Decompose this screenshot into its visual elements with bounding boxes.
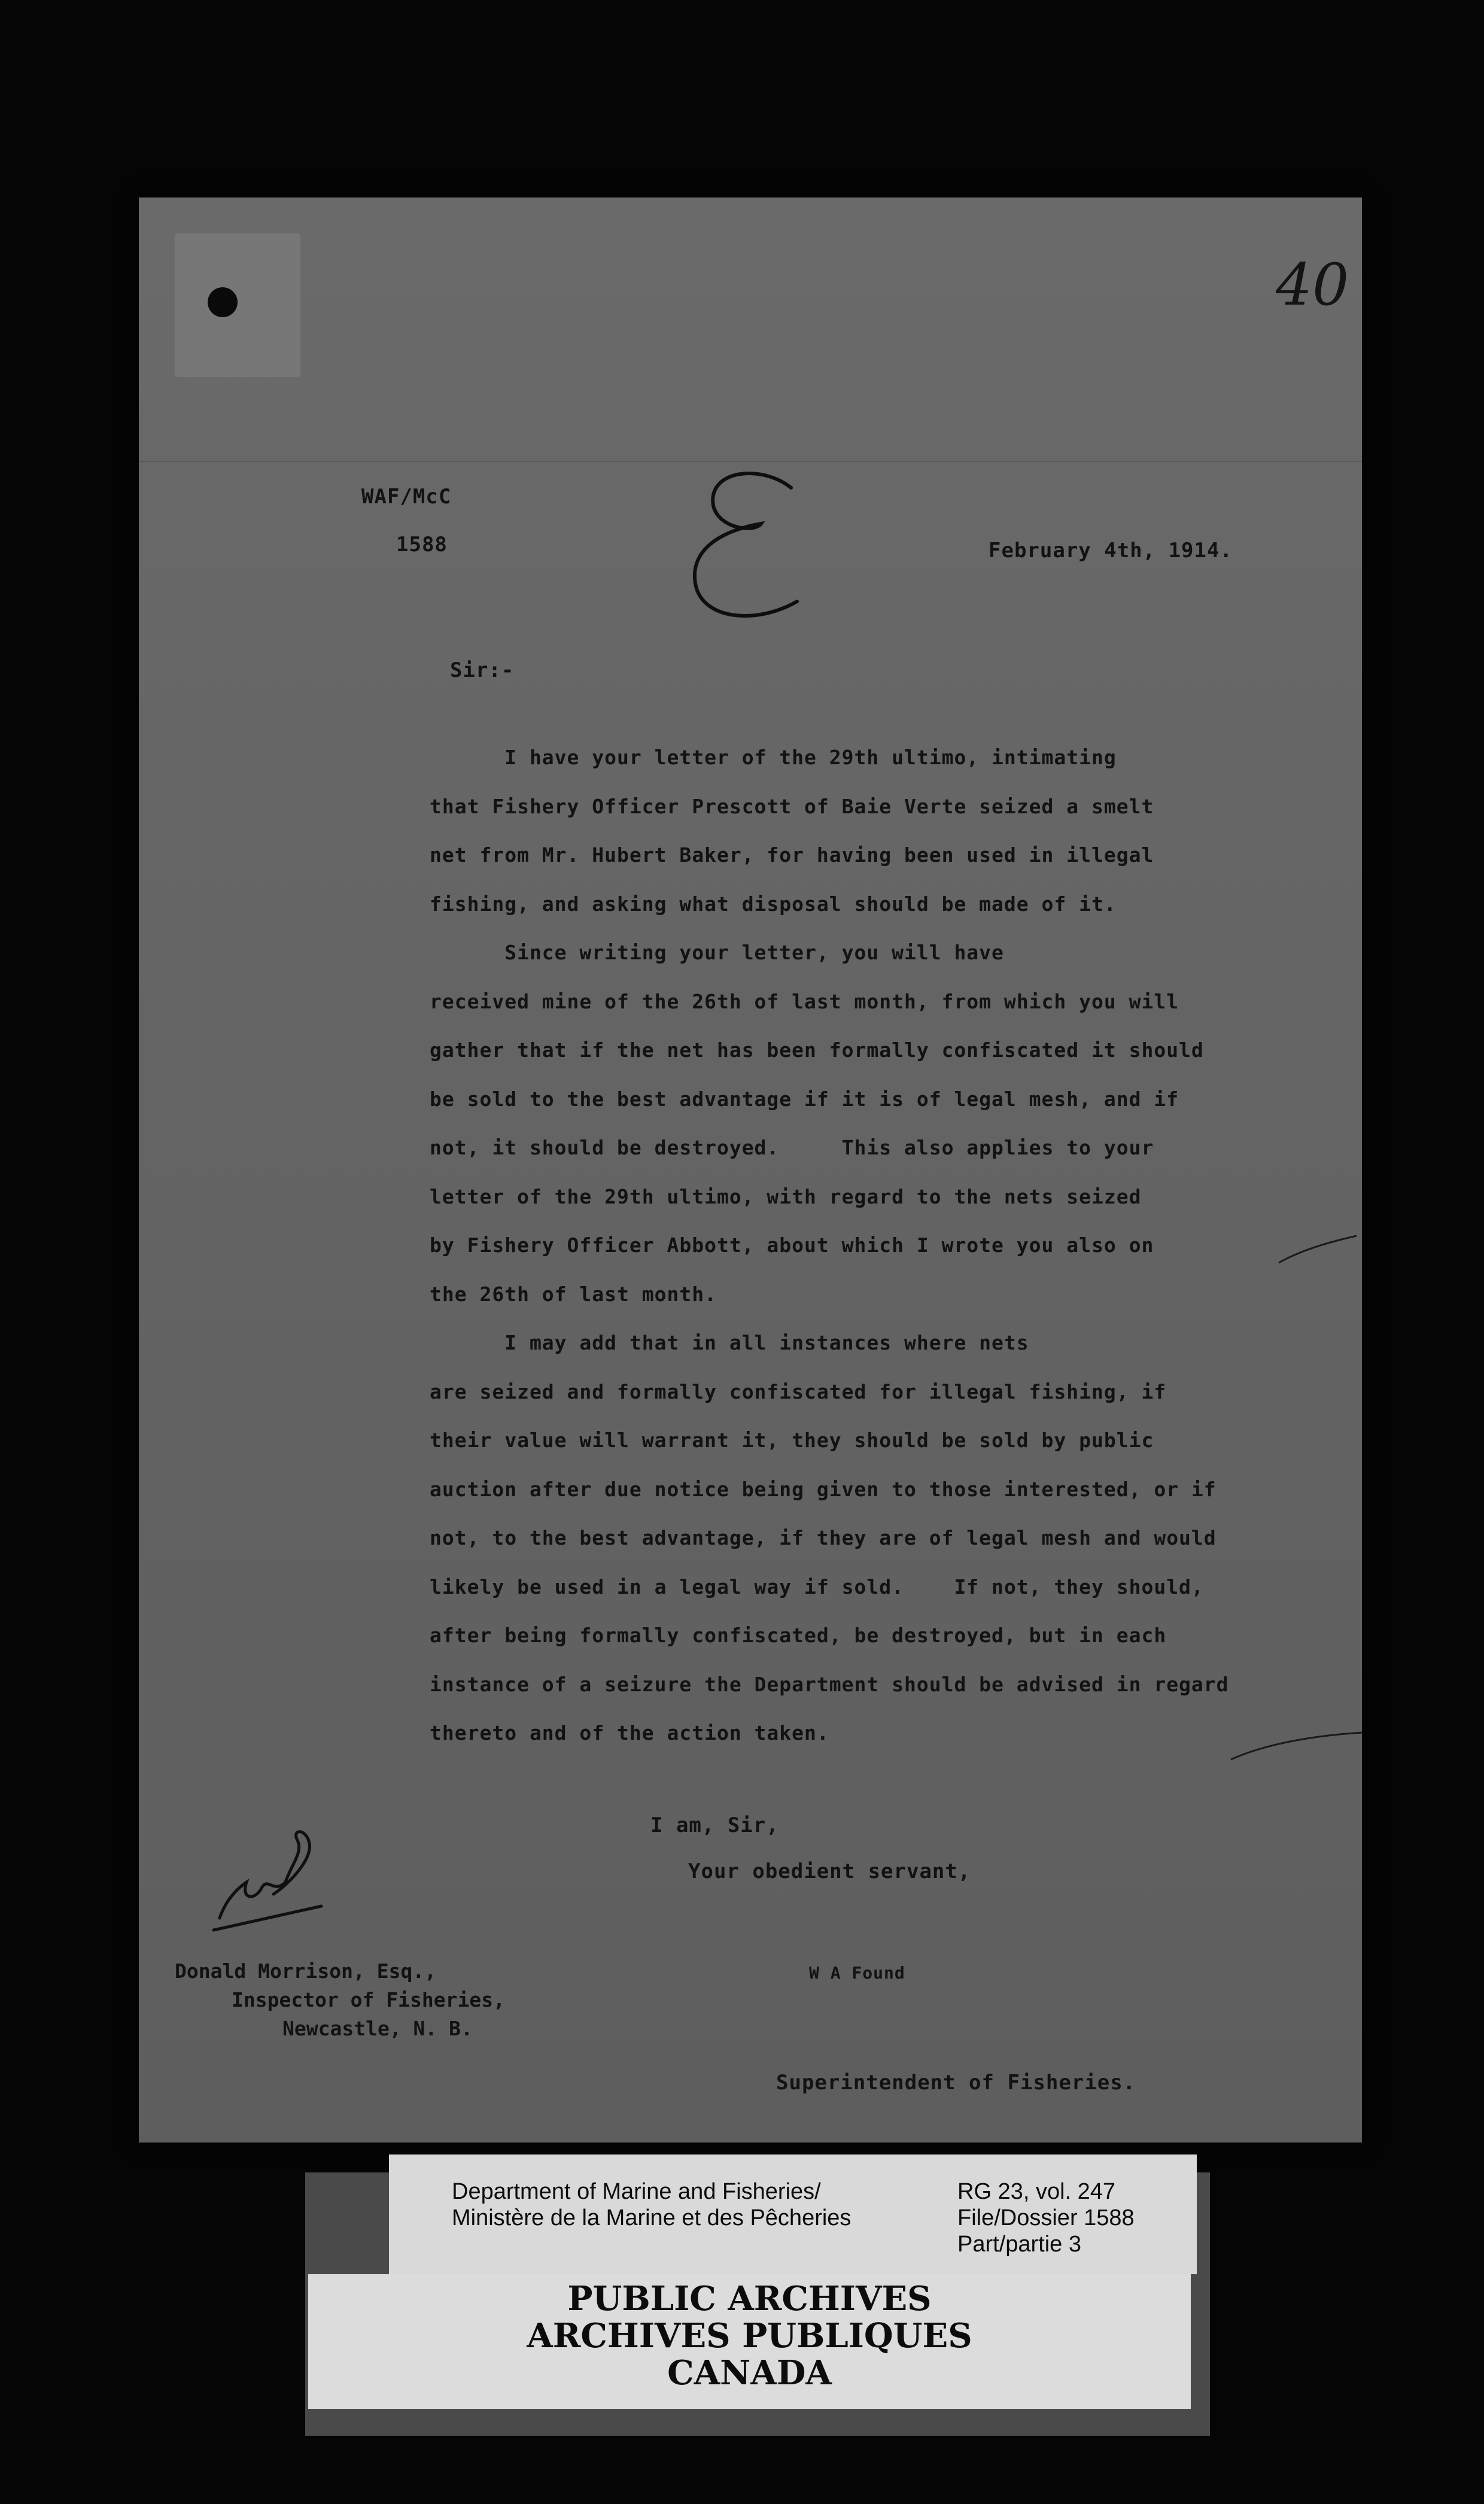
margin-pencil-line <box>1228 1730 1366 1765</box>
body-line: Since writing your letter, you will have <box>430 941 1004 964</box>
part-number: Part/partie 3 <box>957 2232 1081 2257</box>
body-line: fishing, and asking what disposal should be made of it. <box>430 892 1117 916</box>
archive-file-reference <box>957 2178 1135 2257</box>
closing-line-2: Your obedient servant, <box>688 1859 971 1883</box>
body-line: their value will warrant it, they should be sold by public <box>430 1429 1154 1452</box>
archives-country: CANADA <box>667 2353 832 2393</box>
department-fr: Ministère de la Marine et des Pêcheries <box>452 2205 852 2230</box>
body-line: not, to the best advantage, if they are of legal mesh and would <box>430 1526 1217 1549</box>
body-line: instance of a seizure the Department should be advised in regard <box>430 1672 1229 1696</box>
folio-number: 40 <box>1276 251 1349 318</box>
addressee-title: Inspector of Fisheries, <box>232 1988 505 2011</box>
addressee-location: Newcastle, N. B. <box>282 2017 473 2040</box>
addressee-block <box>175 1957 505 2043</box>
body-line: I may add that in all instances where nets <box>430 1331 1029 1354</box>
body-line: are seized and formally confiscated for illegal fishing, if <box>430 1379 1167 1403</box>
letter-date: February 4th, 1914. <box>989 539 1233 563</box>
margin-pencil-line <box>1276 1233 1360 1269</box>
body-line: not, it should be destroyed. This also applies to your <box>430 1136 1154 1159</box>
fold-line <box>139 461 1362 462</box>
archives-fr: ARCHIVES PUBLIQUES <box>527 2316 972 2356</box>
body-line: received mine of the 26th of last month, from which you will <box>430 989 1179 1013</box>
body-line: net from Mr. Hubert Baker, for having been used in illegal <box>430 843 1154 867</box>
light-glare <box>175 233 300 377</box>
body-line: I have your letter of the 29th ultimo, intimating <box>430 746 1117 769</box>
handwritten-e-mark <box>671 464 821 643</box>
body-line: the 26th of last month. <box>430 1282 717 1306</box>
punch-hole <box>208 287 238 317</box>
letter-body <box>430 733 1387 1758</box>
rg-volume: RG 23, vol. 247 <box>957 2179 1116 2204</box>
body-line: after being formally confiscated, be destroyed, but in each <box>430 1624 1167 1647</box>
file-number: File/Dossier 1588 <box>957 2205 1135 2230</box>
body-line: auction after due notice being given to those interested, or if <box>430 1477 1217 1501</box>
reference-initials: WAF/McC <box>361 485 452 509</box>
body-line: gather that if the net has been formally confiscated it should <box>430 1038 1204 1062</box>
archives-en: PUBLIC ARCHIVES <box>567 2279 932 2318</box>
body-line: be sold to the best advantage if it is of legal mesh, and if <box>430 1087 1179 1111</box>
body-line: likely be used in a legal way if sold. If not, they should, <box>430 1575 1204 1599</box>
body-line: letter of the 29th ultimo, with regard to the nets seized <box>430 1184 1142 1208</box>
department-en: Department of Marine and Fisheries/ <box>452 2179 821 2204</box>
body-line: by Fishery Officer Abbott, about which I wrote you also on <box>430 1233 1154 1257</box>
handwritten-initials <box>202 1816 345 1936</box>
reference-file-number: 1588 <box>396 533 448 557</box>
department-names <box>452 2178 851 2231</box>
body-line: thereto and of the action taken. <box>430 1721 829 1745</box>
body-line: that Fishery Officer Prescott of Baie Verte seized a smelt <box>430 794 1154 818</box>
public-archives-label <box>308 2274 1191 2409</box>
addressee-name: Donald Morrison, Esq., <box>175 1959 437 1983</box>
signature-name: W A Found <box>809 1963 905 1983</box>
closing-line-1: I am, Sir, <box>650 1813 779 1837</box>
salutation: Sir:- <box>450 658 515 682</box>
signature-title: Superintendent of Fisheries. <box>776 2071 1136 2095</box>
archive-reference-label <box>389 2154 1197 2274</box>
letter-page <box>139 197 1362 2143</box>
